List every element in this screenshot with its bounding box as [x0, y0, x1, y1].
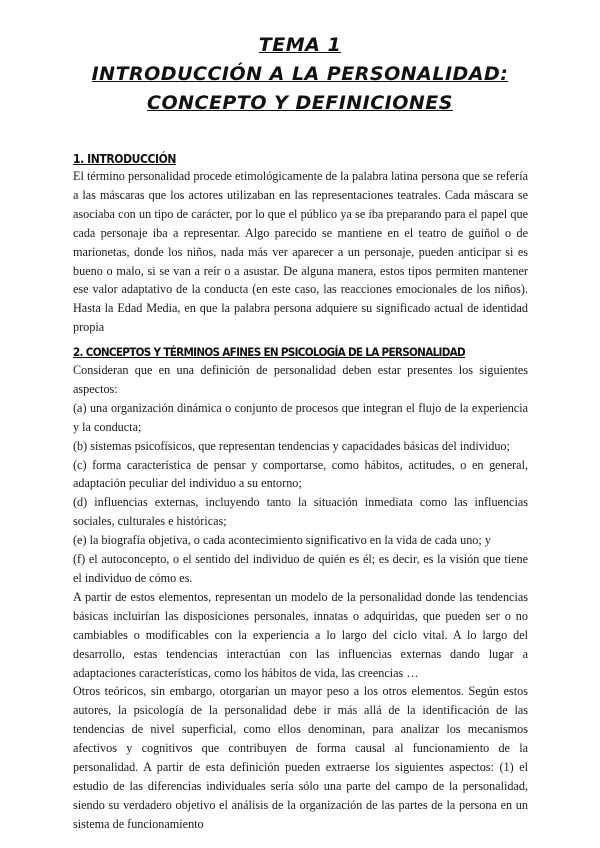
list-item-e: (e) la biografía objetiva, o cada acontecimiento significativo en la vida de cada uno; y: [73, 533, 491, 548]
title-concepto: CONCEPTO Y DEFINICIONES: [147, 92, 453, 114]
title-tema: TEMA 1: [258, 34, 342, 56]
list-item-f: (f) el autoconcepto, o el sentido del individuo de quién es él; es decir, es la visión que tiene el individuo de cómo es.: [73, 552, 528, 585]
paragraph-otros-teoricos: Otros teóricos, sin embargo, otorgarían un mayor peso a los otros elementos. Según estos autores, la psicología de la personalidad debe ir más allá de la identificación de las tendencias de nivel superficial, como ellos denominan, para analizar los mecanismos afectivos y cognitivos que contribuyen de forma causal al funcionamiento de la personalidad. A partir de esta definición pueden extraerse los siguientes aspectos: (1) el estudio de las diferencias individuales sería sólo una parte del campo de la personalidad, siendo su verdadero objetivo el análisis de la organización de las partes de la persona en un sistema de funcionamiento: [73, 684, 528, 831]
paragraph-intro: Consideran que en una definición de personalidad deben estar presentes los siguientes aspectos:: [73, 363, 528, 396]
section-heading-conceptos: 2. CONCEPTOS Y TÉRMINOS AFINES EN PSICOLOGÍA DE LA PERSONALIDAD: [73, 345, 466, 359]
list-item-b: (b) sistemas psicofísicos, que representan tendencias y capacidades básicas del individuo;: [73, 438, 510, 453]
title-introduccion: INTRODUCCIÓN A LA PERSONALIDAD:: [91, 63, 509, 85]
section-body-conceptos: [73, 361, 528, 834]
section-heading-introduccion: 1. INTRODUCCIÓN: [73, 152, 177, 166]
list-item-a: (a) una organización dinámica o conjunto de procesos que integran el flujo de la experiencia y la conducta;: [73, 400, 528, 434]
list-item-d: (d) influencias externas, incluyendo tanto la situación inmediata como las influencias sociales, culturales e históricas;: [73, 495, 528, 529]
paragraph: El término personalidad procede etimológicamente de la palabra latina persona que se refería a las máscaras que los actores utilizaban en las representaciones teatrales. Cada máscara se asociaba con un tipo de carácter, por lo que el público ya se iba preparando para el papel que cada personaje iba a representar. Algo parecido se mantiene en el teatro de guiñol o de marionetas, donde los niños, nada más ver aparecer a un personaje, pueden anticipar si es bueno o malo, si se van a reír o a asustar. De alguna manera, estos tipos permiten mantener ese valor adaptativo de la conducta (en este caso, las reacciones emocionales de los niños). Hasta la Edad Media, en que la palabra persona adquiere su significado actual de identidad propia: [73, 169, 528, 335]
paragraph-modelo: A partir de estos elementos, representan un modelo de la personalidad donde las tendencias básicas incluirían las disposiciones personales, innatas o adquiridas, que pueden ser o no cambiables o modificables con la experiencia a lo largo del ciclo vital. A lo largo del desarrollo, estas tendencias interactúan con las influencias externas dando lugar a adaptaciones características, como los hábitos de vida, las creencias …: [73, 589, 528, 680]
section-body-introduccion: [73, 167, 528, 337]
list-item-c: (c) forma característica de pensar y comportarse, como hábitos, actitudes, o en general, adaptación peculiar del individuo a su entorno;: [73, 457, 528, 491]
